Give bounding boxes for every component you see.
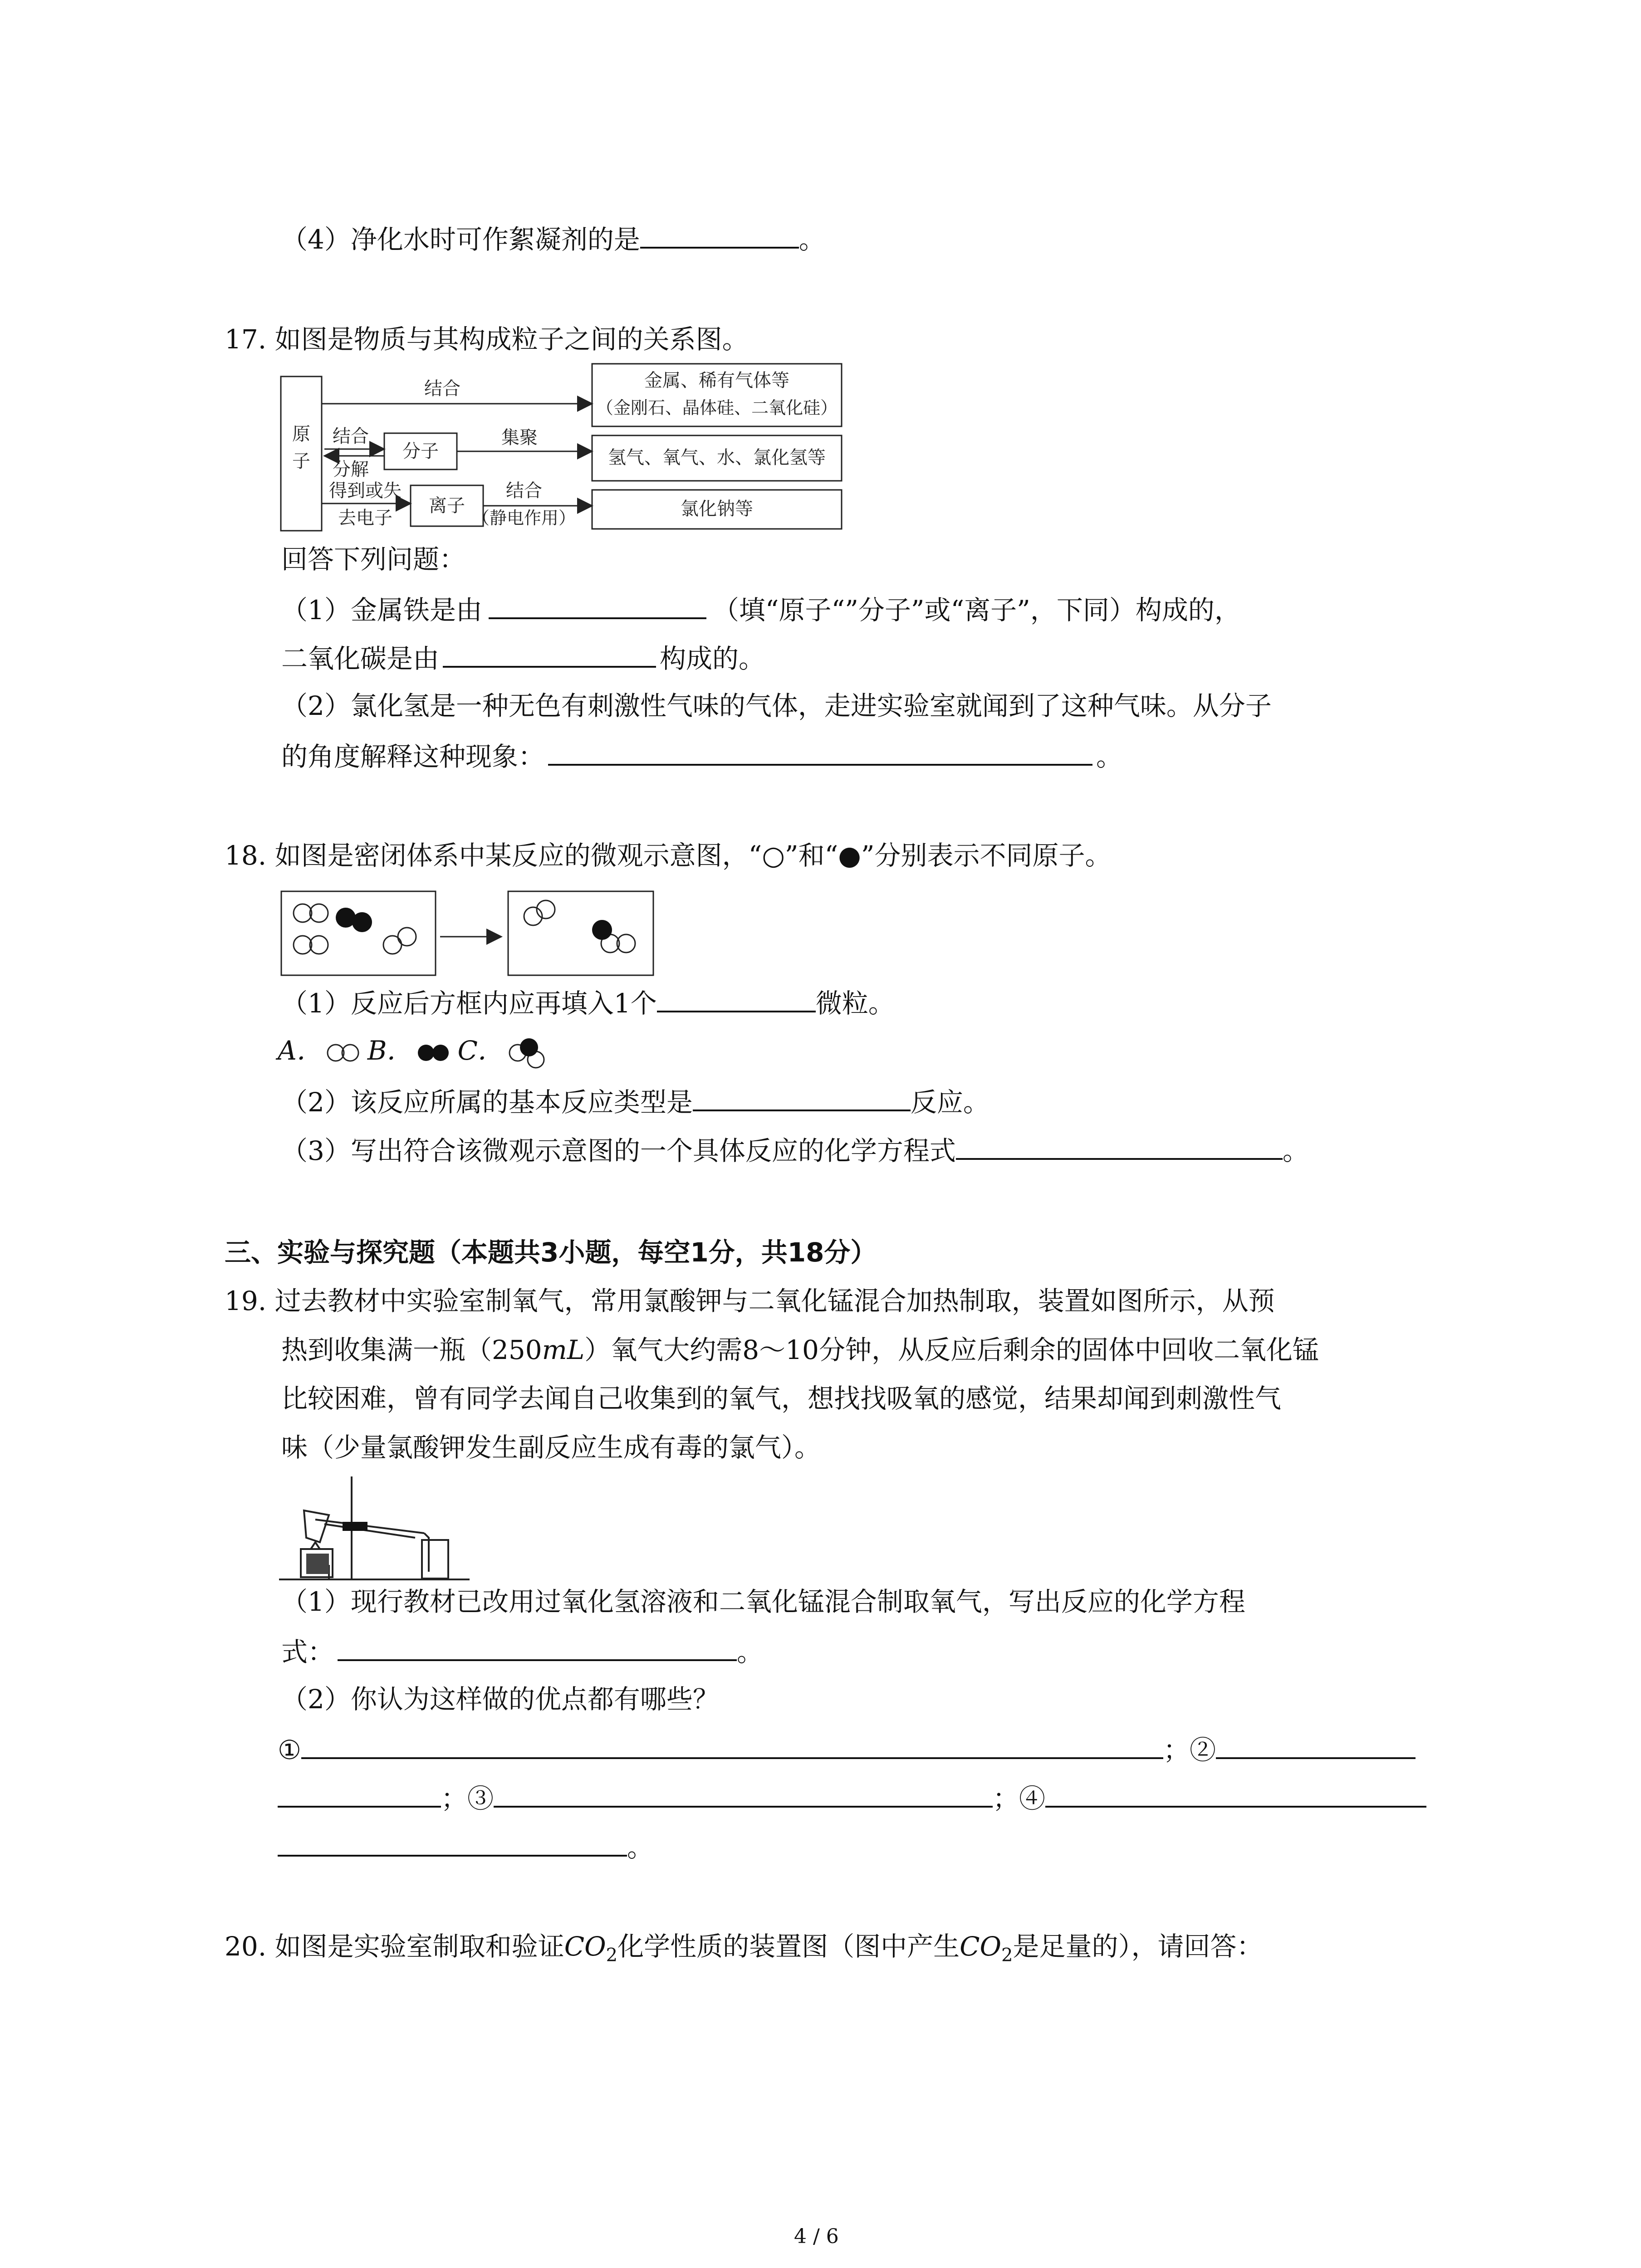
answer-blank[interactable] [693,1084,911,1111]
answer-blank[interactable] [956,1133,1283,1160]
atom-label-1: 原 [292,424,310,445]
q19-line2: 热到收集满一瓶（250mL）氧气大约需8～10分钟，从反应后剩余的固体中回收二氧化锰 [281,1334,1319,1365]
svg-text:氢气、氧气、水、氯化氢等: 氢气、氧气、水、氯化氢等 [608,447,826,468]
atom-molecule-ion-diagram [274,358,851,540]
option-a[interactable]: A． [278,1035,323,1066]
atom-label-2: 子 [292,451,310,472]
svg-text:分解: 分解 [333,459,369,480]
section-3-title: 三、实验与探究题（本题共3小题，每空1分，共18分） [225,1237,877,1268]
answer-blank-2-cont[interactable] [278,1780,441,1808]
q19-part2: （2）你认为这样做的优点都有哪些？ [281,1684,719,1715]
q17-part1-line1: （1）金属铁是由 （填“原子“”分子”或“离子”，下同）构成的， [281,592,1241,626]
q19-line1: 19. 过去教材中实验室制氧气，常用氯酸钾与二氧化锰混合加热制取，装置如图所示，从预 [225,1286,1275,1316]
svg-text:结合: 结合 [333,426,369,447]
kclo3-heating-apparatus [279,1474,483,1583]
svg-text:（静电作用）: （静电作用） [472,508,576,528]
svg-text:金属、稀有气体等: 金属、稀有气体等 [644,370,789,391]
answer-blank[interactable] [640,221,799,249]
answer-blank-4-cont[interactable] [278,1829,627,1857]
q18-part1: （1）反应后方框内应再填入1个 微粒。 [281,985,895,1020]
q18-stem: 18. 如图是密闭体系中某反应的微观示意图，“○”和“●”分别表示不同原子。 [225,840,1112,871]
answer-blank[interactable] [443,640,656,668]
answer-blank[interactable] [338,1634,737,1661]
answer-blank[interactable] [489,592,706,619]
svg-text:去电子: 去电子 [338,508,392,528]
svg-text:分子: 分子 [402,441,439,462]
answer-blank[interactable] [657,985,816,1012]
q19-line3: 比较困难，曾有同学去闻自己收集到的氧气，想找找吸氧的感觉，结果却闻到刺激性气 [281,1383,1282,1414]
q18-options [278,1034,554,1071]
q19-part1-line2: 式： 。 [281,1634,763,1668]
q17-answer-prompt: 回答下列问题： [281,544,466,575]
white-black-white-molecule [504,1035,554,1071]
svg-text:集聚: 集聚 [501,427,538,448]
two-black-atoms [413,1039,454,1066]
page-number: 4 / 6 [794,2225,839,2248]
svg-text:结合: 结合 [506,480,542,501]
svg-text:氯化钠等: 氯化钠等 [681,499,753,519]
q19-part1-line1: （1）现行教材已改用过氧化氢溶液和二氧化锰混合制取氧气，写出反应的化学方程 [281,1586,1245,1617]
q18-part3: （3）写出符合该微观示意图的一个具体反应的化学方程式 。 [281,1133,1309,1167]
q20-stem: 20. 如图是实验室制取和验证$CO_2$化学性质的装置图（图中产生$CO_2$是足量的），请回答： [225,1931,1263,1966]
answer-blank[interactable] [548,738,1092,766]
svg-text:得到或失: 得到或失 [329,480,402,501]
answer-blank-3[interactable] [494,1780,993,1808]
answer-blank-1[interactable] [301,1732,1163,1759]
q17-part1-line2: 二氧化碳是由 构成的。 [281,640,765,675]
q17-part2-line2: 的角度解释这种现象： 。 [281,738,1122,773]
svg-text:（金刚石、晶体硅、二氧化硅）: （金刚石、晶体硅、二氧化硅） [596,398,838,418]
answer-blank-4[interactable] [1045,1780,1426,1808]
q16-part4: （4）净化水时可作絮凝剂的是 。 [281,221,825,256]
q19-line4: 味（少量氯酸钾发生副反应生成有毒的氯气）。 [281,1432,821,1463]
q18-part2: （2）该反应所属的基本反应类型是 反应。 [281,1084,989,1119]
q19-blanks-line1: ① ；② [278,1732,1416,1766]
option-c[interactable]: C． [457,1035,504,1066]
svg-text:结合: 结合 [424,378,460,399]
reaction-micro-diagram [274,887,660,978]
q19-blanks-line3: 。 [278,1829,653,1864]
svg-text:离子: 离子 [429,495,465,516]
q17-part2-line1: （2）氯化氢是一种无色有刺激性气味的气体，走进实验室就闻到了这种气味。从分子 [281,690,1272,721]
option-b[interactable]: B． [367,1035,413,1066]
answer-blank-2[interactable] [1216,1732,1416,1759]
q17-stem: 17. 如图是物质与其构成粒子之间的关系图。 [225,324,749,355]
after-box [508,891,653,975]
two-white-atoms [323,1039,364,1066]
q19-blanks-line2: ；③ ；④ [278,1780,1426,1815]
